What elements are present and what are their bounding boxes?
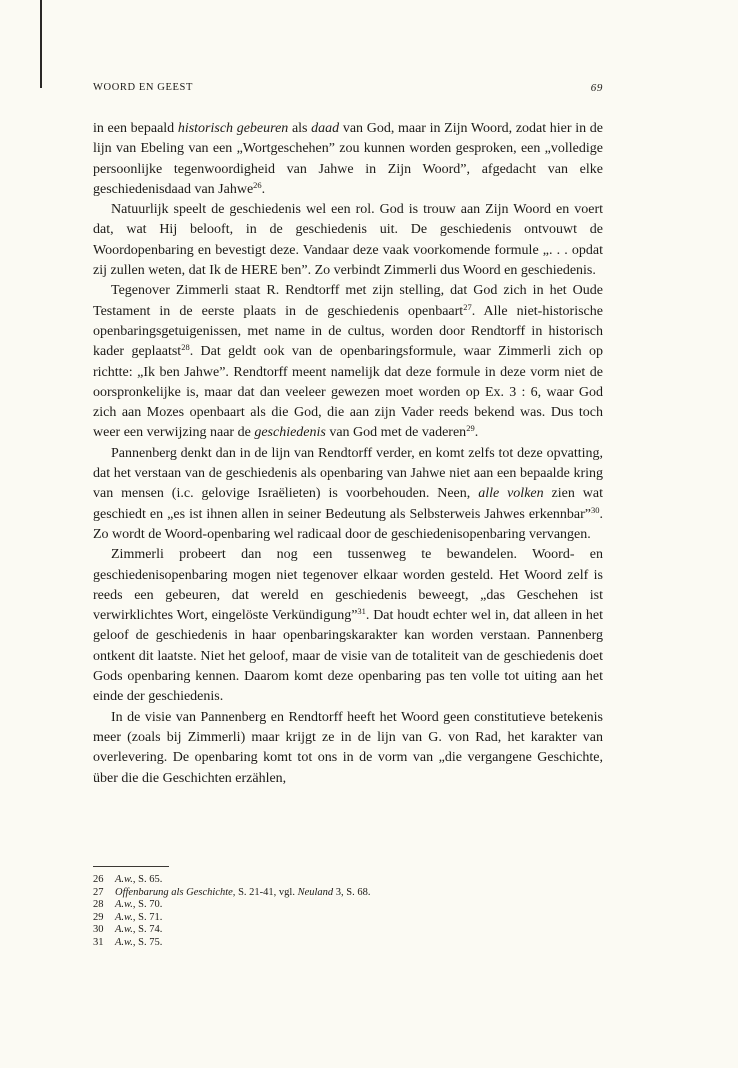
italic-text: A.w. <box>115 924 133 936</box>
page-number: 69 <box>590 82 603 94</box>
italic-text: A.w. <box>115 874 133 885</box>
text-run: . <box>474 425 479 441</box>
text-run: als <box>288 121 312 136</box>
footnote-number: 28 <box>93 899 104 911</box>
italic-text: alle volken <box>478 486 544 502</box>
paragraph <box>93 281 603 443</box>
text-run: . <box>261 181 266 197</box>
footnote-ref: 30 <box>591 504 600 515</box>
text-run: van God met de vaderen <box>325 425 467 441</box>
running-title: WOORD EN GEEST <box>93 82 193 93</box>
footnote-ref: 28 <box>181 342 190 353</box>
footnote-rule <box>93 866 169 867</box>
footnote <box>93 924 603 937</box>
text-run: van God, maar in Zijn Woord, zodat hier in de lijn van Ebeling van een „Wortgeschehen” zou kunnen worden gesproken, een „volledige persoonlijke tegenwoordigheid van Jahwe in Zijn Woord”, afgedacht van elke geschiedenisdaad van Jahwe <box>93 121 603 197</box>
body-text <box>93 119 603 789</box>
footnote <box>93 887 603 900</box>
footnote <box>93 937 603 950</box>
italic-text: A.w. <box>115 911 133 923</box>
footnote-ref: 27 <box>463 301 472 312</box>
footnote-text <box>115 899 162 912</box>
text-run: . Dat geldt ook van de openbaringsformule, waar Zimmerli zich op richtte: „Ik ben Jahwe”. Rendtorff meent namelijk dat deze formule in deze vorm niet de oorspronkelijke is, maar dat dan veeleer gewezen moet worden op Ex. 3 : 6, waar God zich aan Mozes openbaart als die God, die aan zijn Vader reeds bekend was. Dus toch weer een verwijzing naar de <box>93 344 603 441</box>
text-run: . Alle niet-historische openbaringsgetuigenissen, met name in de cultus, worden door Rendtorff in historisch kader geplaatst <box>93 303 603 360</box>
text-run: , S. 70. <box>132 899 163 911</box>
footnote-text <box>115 887 371 900</box>
page-header <box>93 82 603 93</box>
footnote-text <box>115 924 162 937</box>
footnote-ref: 29 <box>466 423 475 434</box>
paragraph <box>93 708 603 789</box>
text-run: , S. 65. <box>132 874 163 885</box>
footnote-ref: 31 <box>357 606 366 617</box>
italic-text: historisch gebeuren <box>177 121 289 136</box>
text-run: 3, S. 68. <box>333 886 371 898</box>
text-run: Pannenberg denkt dan in de lijn van Rendtorff verder, en komt zelfs tot deze opvatting, dat het verstaan van de geschiedenis als openbaring van Jahwe niet aan een bepaalde kring van mensen (i.c. gelovige Israëlieten) is voorbehouden. Neen, <box>93 445 603 502</box>
footnote-number: 27 <box>93 886 104 898</box>
text-run: Natuurlijk speelt de geschiedenis wel een rol. God is trouw aan Zijn Woord en voert dat, wat Hij belooft, in de geschiedenis uit. De geschiedenis ontvouwt de Woordopenbaring en bevestigt deze. Vandaar deze vaak voorkomende formule „. . . opdat zij zullen weten, dat Ik de HERE ben”. Zo verbindt Zimmerli dus Woord en geschiedenis. <box>93 202 603 279</box>
text-run: . Zo wordt de Woord-openbaring wel radicaal door de geschiedenisopenbaring vervangen. <box>93 506 603 542</box>
text-run: , S. 74. <box>132 924 163 936</box>
italic-text: Offenbarung als Geschichte, <box>115 886 236 898</box>
italic-text: geschiedenis <box>254 425 326 441</box>
footnote-text <box>115 912 162 925</box>
text-run: . Dat houdt echter wel in, dat alleen in het geloof de geschiedenis in haar openbaringskarakter kan worden verstaan. Pannenberg ontkent dit laatste. Niet het geloof, maar de visie van de totaliteit van de geschiedenis doet Gods openbaring kennen. Daarom komt deze openbaring pas ten volle tot uiting aan het einde der geschiedenis. <box>93 608 603 705</box>
footnote <box>93 912 603 925</box>
text-run: S. 21-41, vgl. <box>235 886 298 898</box>
footnote <box>93 874 603 887</box>
italic-text: daad <box>311 121 340 136</box>
text-run: , S. 75. <box>132 936 163 948</box>
paragraph <box>93 444 603 545</box>
text-run: zien wat geschiedt en „es ist ihnen allen in seiner Bedeutung als Selbsterweis Jahwes erkennbar” <box>93 486 603 522</box>
paragraph <box>93 545 603 707</box>
footnote-text <box>115 937 162 950</box>
paragraph <box>93 200 603 281</box>
text-run: Zimmerli probeert dan nog een tussenweg te bewandelen. Woord- en geschiedenisopenbaring mogen niet tegenover elkaar worden gesteld. Het Woord zelf is reeds een gebeuren, dat wereld en geschiedenis beweegt, „das Geschehen ist verwirklichtes Wort, eingelöste Verkündigung” <box>93 547 603 624</box>
footnote-number: 30 <box>93 924 104 936</box>
footnote-number: 26 <box>93 874 104 885</box>
paragraph <box>93 119 603 200</box>
footnote-number: 29 <box>93 911 104 923</box>
italic-text: A.w. <box>115 936 133 948</box>
text-run: In de visie van Pannenberg en Rendtorff heeft het Woord geen constitutieve betekenis meer (zoals bij Zimmerli) maar krijgt ze in de lijn van G. von Rad, het karakter van overlevering. De openbaring komt tot ons in de vorm van „die vergangene Geschichte, über die die Geschichten erzählen, <box>93 709 603 786</box>
page-edge-line <box>40 0 42 88</box>
footnote-text <box>115 874 162 887</box>
italic-text: Neuland <box>297 886 334 898</box>
italic-text: A.w. <box>115 899 133 911</box>
footnote-ref: 26 <box>253 179 262 190</box>
text-run: Tegenover Zimmerli staat R. Rendtorff met zijn stelling, dat God zich in het Oude Testament in de eerste plaats in de geschiedenis openbaart <box>93 283 603 319</box>
footnote-number: 31 <box>93 936 104 948</box>
text-run: , S. 71. <box>132 911 163 923</box>
footnotes <box>93 874 603 950</box>
footnote <box>93 899 603 912</box>
text-run: in een bepaald <box>93 121 178 136</box>
